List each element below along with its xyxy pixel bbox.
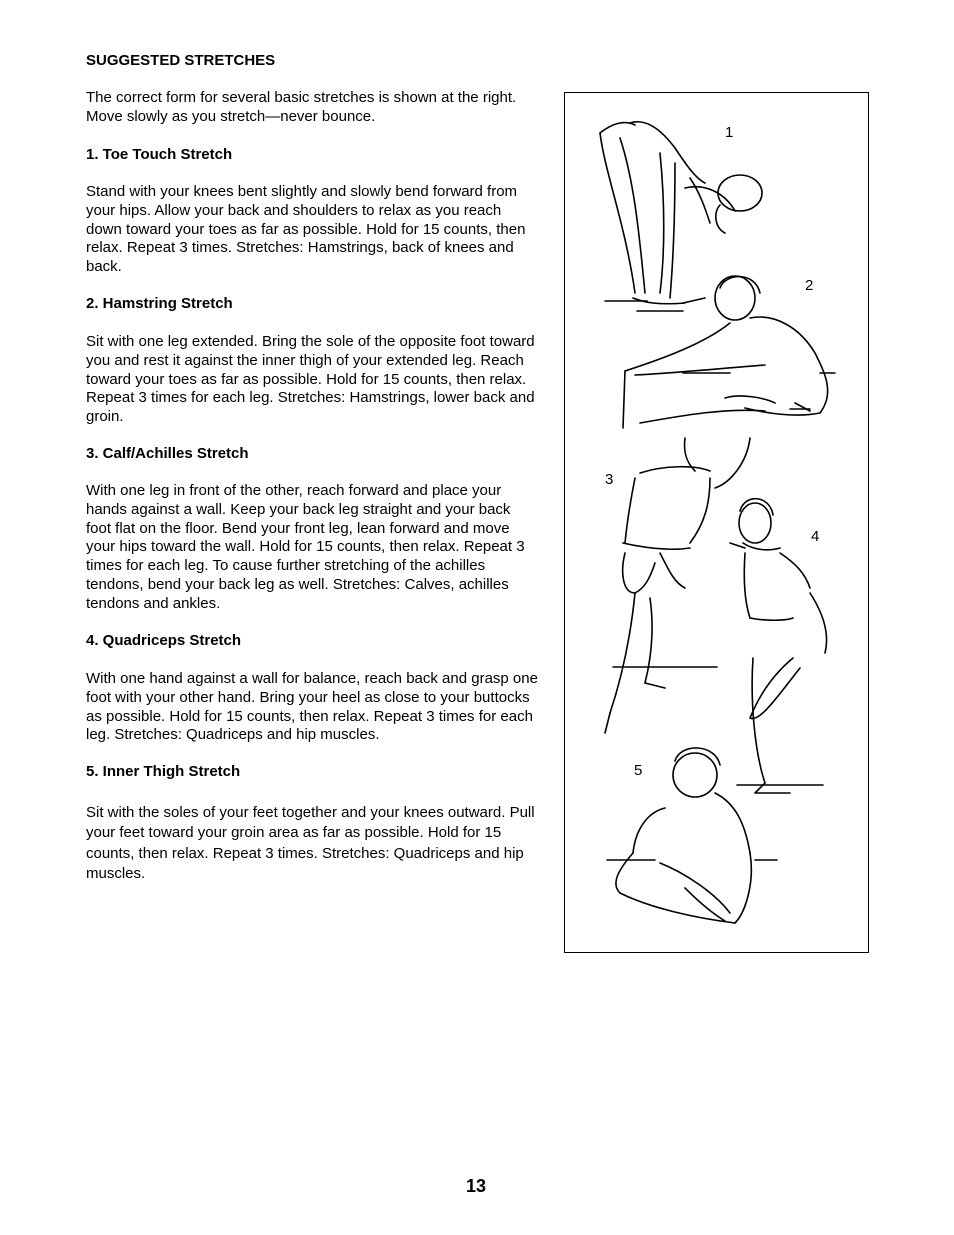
figure-label-2: 2: [805, 277, 814, 294]
calf-achilles-stretch-figure: [605, 438, 750, 733]
inner-thigh-stretch-figure: [607, 748, 777, 923]
section-calf-heading: 3. Calf/Achilles Stretch: [86, 445, 249, 462]
stretch-illustrations: [565, 93, 870, 954]
section-toe-touch-body: Stand with your knees bent slightly and slowly bend forward from your hips. Allow your back and shoulders to relax as you reach down toward your toes as far as possible. Hold for 15 counts, then relax. Repeat 3 times. Stretches: Hamstrings, back of knees and back.: [86, 183, 526, 276]
figure-label-4: 4: [811, 528, 820, 545]
page-title: SUGGESTED STRETCHES: [86, 52, 276, 69]
section-toe-touch-heading: 1. Toe Touch Stretch: [86, 146, 233, 163]
section-calf-body: With one leg in front of the other, reach forward and place your hands against a wall. Keep your back leg straight and your back foot flat on the floor. Bend your front leg, lean forward and move your hips toward the wall. Hold for 15 counts, then relax. Repeat 3 times for each leg. To cause further stretching of the achilles tendons, bend your back leg as well. Stretches: Calves, achilles tendons and ankles.: [86, 482, 525, 612]
figure-label-1: 1: [725, 124, 734, 141]
section-inner-thigh-heading: 5. Inner Thigh Stretch: [86, 763, 241, 780]
section-quadriceps-heading: 4. Quadriceps Stretch: [86, 632, 242, 649]
section-inner-thigh-body: Sit with the soles of your feet together and your knees outward. Pull your feet toward your groin area as far as possible. Hold for 15 counts, then relax. Repeat 3 times. Stretches: Quadriceps and hip muscles.: [86, 804, 535, 882]
section-hamstring-heading: 2. Hamstring Stretch: [86, 295, 233, 312]
figure-label-3: 3: [605, 471, 614, 488]
intro-paragraph: The correct form for several basic stretches is shown at the right. Move slowly as you stretch—never bounce.: [86, 89, 517, 125]
section-hamstring-body: Sit with one leg extended. Bring the sole of the opposite foot toward you and rest it against the inner thigh of your extended leg. Reach toward your toes as far as possible. Hold for 15 counts, then relax. Repeat 3 times for each leg. Stretches: Hamstrings, lower back and groin.: [86, 333, 535, 426]
figure-label-5: 5: [634, 762, 643, 779]
hamstring-stretch-figure: [623, 276, 835, 428]
section-quadriceps-body: With one hand against a wall for balance, reach back and grasp one foot with your other hand. Bring your heel as close to your buttocks as possible. Hold for 15 counts, then relax. Repeat 3 times for each leg. Stretches: Quadriceps and hip muscles.: [86, 670, 538, 744]
toe-touch-figure: [600, 122, 762, 311]
stretch-illustrations-panel: [564, 92, 869, 953]
page-number: 13: [466, 1176, 487, 1196]
